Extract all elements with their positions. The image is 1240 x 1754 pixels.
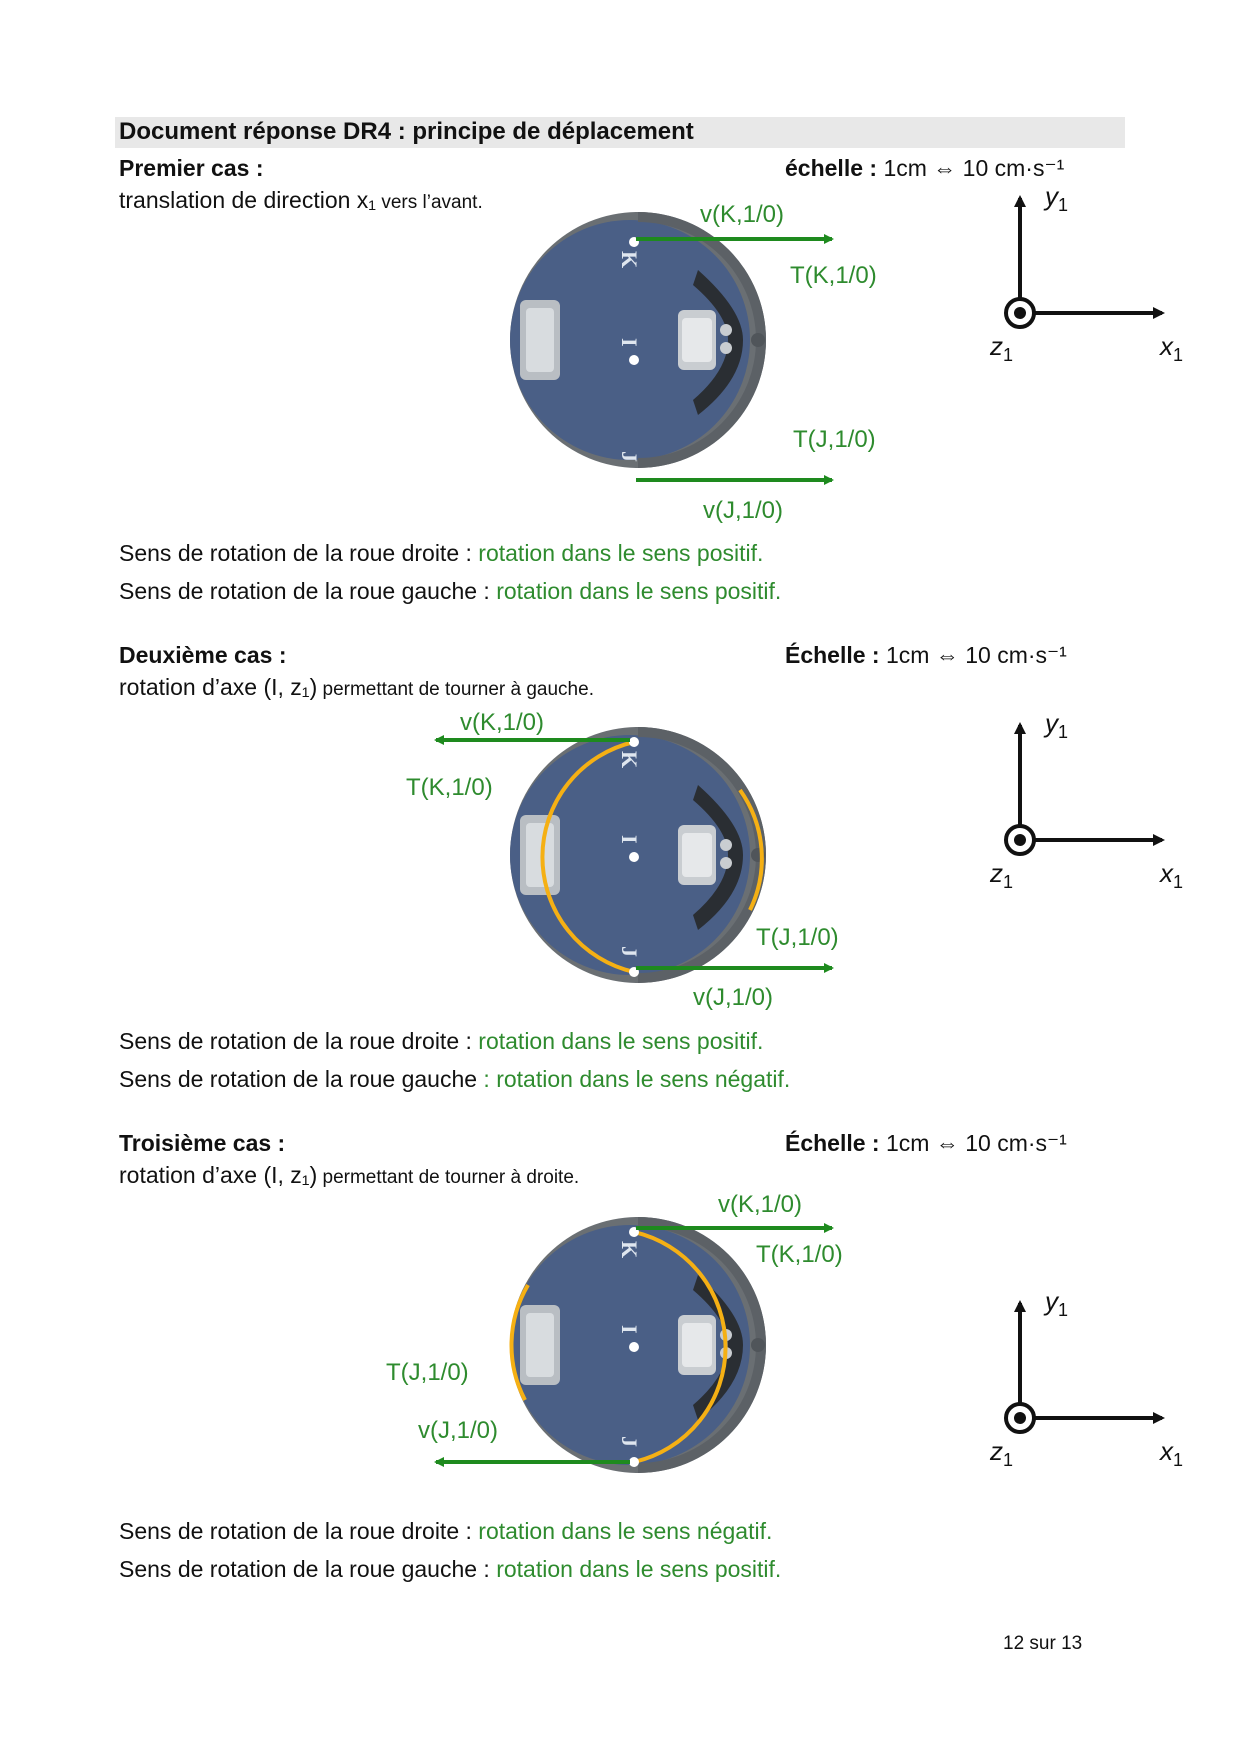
z-axis-label-2: $z_1$ xyxy=(990,858,1014,892)
page-number: 12 sur 13 xyxy=(1003,1633,1083,1654)
case-3-left-wheel-label: Sens de rotation de la roue gauche : xyxy=(119,1556,490,1582)
label-vJ-3: v(J,1/0) xyxy=(418,1417,499,1444)
label-I-1: I xyxy=(617,338,642,347)
label-TK-1: T(K,1/0) xyxy=(790,262,877,289)
x-axis-label-3: $x_1$ xyxy=(1160,1436,1184,1470)
case-3-right-wheel-label: Sens de rotation de la roue droite : xyxy=(119,1518,472,1544)
case-1-right-wheel-label: Sens de rotation de la roue droite : xyxy=(119,540,472,566)
case-3-description-main: rotation d’axe (I, z₁) xyxy=(119,1162,318,1188)
case-1-left-wheel-label: Sens de rotation de la roue gauche : xyxy=(119,578,490,604)
case-1-description-main: translation de direction x₁ xyxy=(119,187,377,213)
case-2-left-wheel-label: Sens de rotation de la roue gauche xyxy=(119,1066,478,1092)
label-K-2: K xyxy=(617,751,642,769)
x-axis-label-2: $x_1$ xyxy=(1160,858,1184,892)
axes-3 xyxy=(989,1286,1183,1470)
label-J-3: J xyxy=(617,1436,642,1447)
label-J-1: J xyxy=(617,451,642,462)
label-vK-1: v(K,1/0) xyxy=(700,201,785,228)
case-2-scale-label: Échelle : xyxy=(785,642,880,668)
y-axis-label-3: $y_1$ xyxy=(1045,1286,1069,1320)
label-TK-3: T(K,1/0) xyxy=(756,1241,843,1268)
case-3-scale-value: 1cm ⇔ 10 cm·s⁻¹ xyxy=(886,1130,1067,1156)
z-axis-label-3: $z_1$ xyxy=(990,1436,1014,1470)
y-axis-label-1: $y_1$ xyxy=(1045,181,1069,215)
case-2-description-main: rotation d’axe (I, z₁) xyxy=(119,674,318,700)
label-K-3: K xyxy=(617,1241,642,1259)
case-2-right-wheel-label: Sens de rotation de la roue droite : xyxy=(119,1028,472,1054)
case-2-right-wheel-answer: rotation dans le sens positif. xyxy=(471,1028,764,1054)
label-TJ-3: T(J,1/0) xyxy=(386,1359,469,1386)
case-3-scale-label: Échelle : xyxy=(785,1130,880,1156)
case-1-left-wheel-answer: rotation dans le sens positif. xyxy=(489,578,782,604)
label-I-3: I xyxy=(617,1325,642,1334)
case-1-description-small: vers l’avant. xyxy=(376,192,483,213)
point-J-3 xyxy=(629,1457,639,1467)
case-3-left-wheel-answer: rotation dans le sens positif. xyxy=(489,1556,782,1582)
label-K-1: K xyxy=(617,251,642,269)
page-title: Document réponse DR4 : principe de déplacement xyxy=(119,118,694,145)
x-axis-label-1: $x_1$ xyxy=(1160,331,1184,365)
label-I-2: I xyxy=(617,835,642,844)
label-J-2: J xyxy=(617,946,642,957)
point-I-3 xyxy=(629,1342,639,1352)
label-vJ-1: v(J,1/0) xyxy=(703,497,784,524)
case-1-right-wheel-answer: rotation dans le sens positif. xyxy=(471,540,764,566)
label-vK-3: v(K,1/0) xyxy=(718,1191,803,1218)
case-2-description-small: permettant de tourner à gauche. xyxy=(317,679,594,700)
label-TK-2: T(K,1/0) xyxy=(406,774,493,801)
label-TJ-2: T(J,1/0) xyxy=(756,924,839,951)
case-2-left-wheel-answer: : rotation dans le sens négatif. xyxy=(477,1066,791,1092)
label-vJ-2: v(J,1/0) xyxy=(693,984,774,1011)
case-1-scale-label: échelle : xyxy=(785,155,878,181)
case-2-title: Deuxième cas : xyxy=(119,642,287,668)
label-vK-2: v(K,1/0) xyxy=(460,709,545,736)
case-3-description-small: permettant de tourner à droite. xyxy=(317,1167,580,1188)
case-1-scale-value: 1cm ⇔ 10 cm·s⁻¹ xyxy=(883,155,1065,181)
label-TJ-1: T(J,1/0) xyxy=(793,426,876,453)
case-3-title: Troisième cas : xyxy=(119,1130,286,1156)
case-1-title: Premier cas : xyxy=(119,155,264,181)
y-axis-label-2: $y_1$ xyxy=(1045,708,1069,742)
case-3-right-wheel-answer: rotation dans le sens négatif. xyxy=(471,1518,773,1544)
case-3-right-wheel xyxy=(119,1518,772,1545)
z-axis-label-1: $z_1$ xyxy=(990,331,1014,365)
case-2-scale-value: 1cm ⇔ 10 cm·s⁻¹ xyxy=(886,642,1067,668)
case-3-left-wheel xyxy=(119,1556,781,1583)
